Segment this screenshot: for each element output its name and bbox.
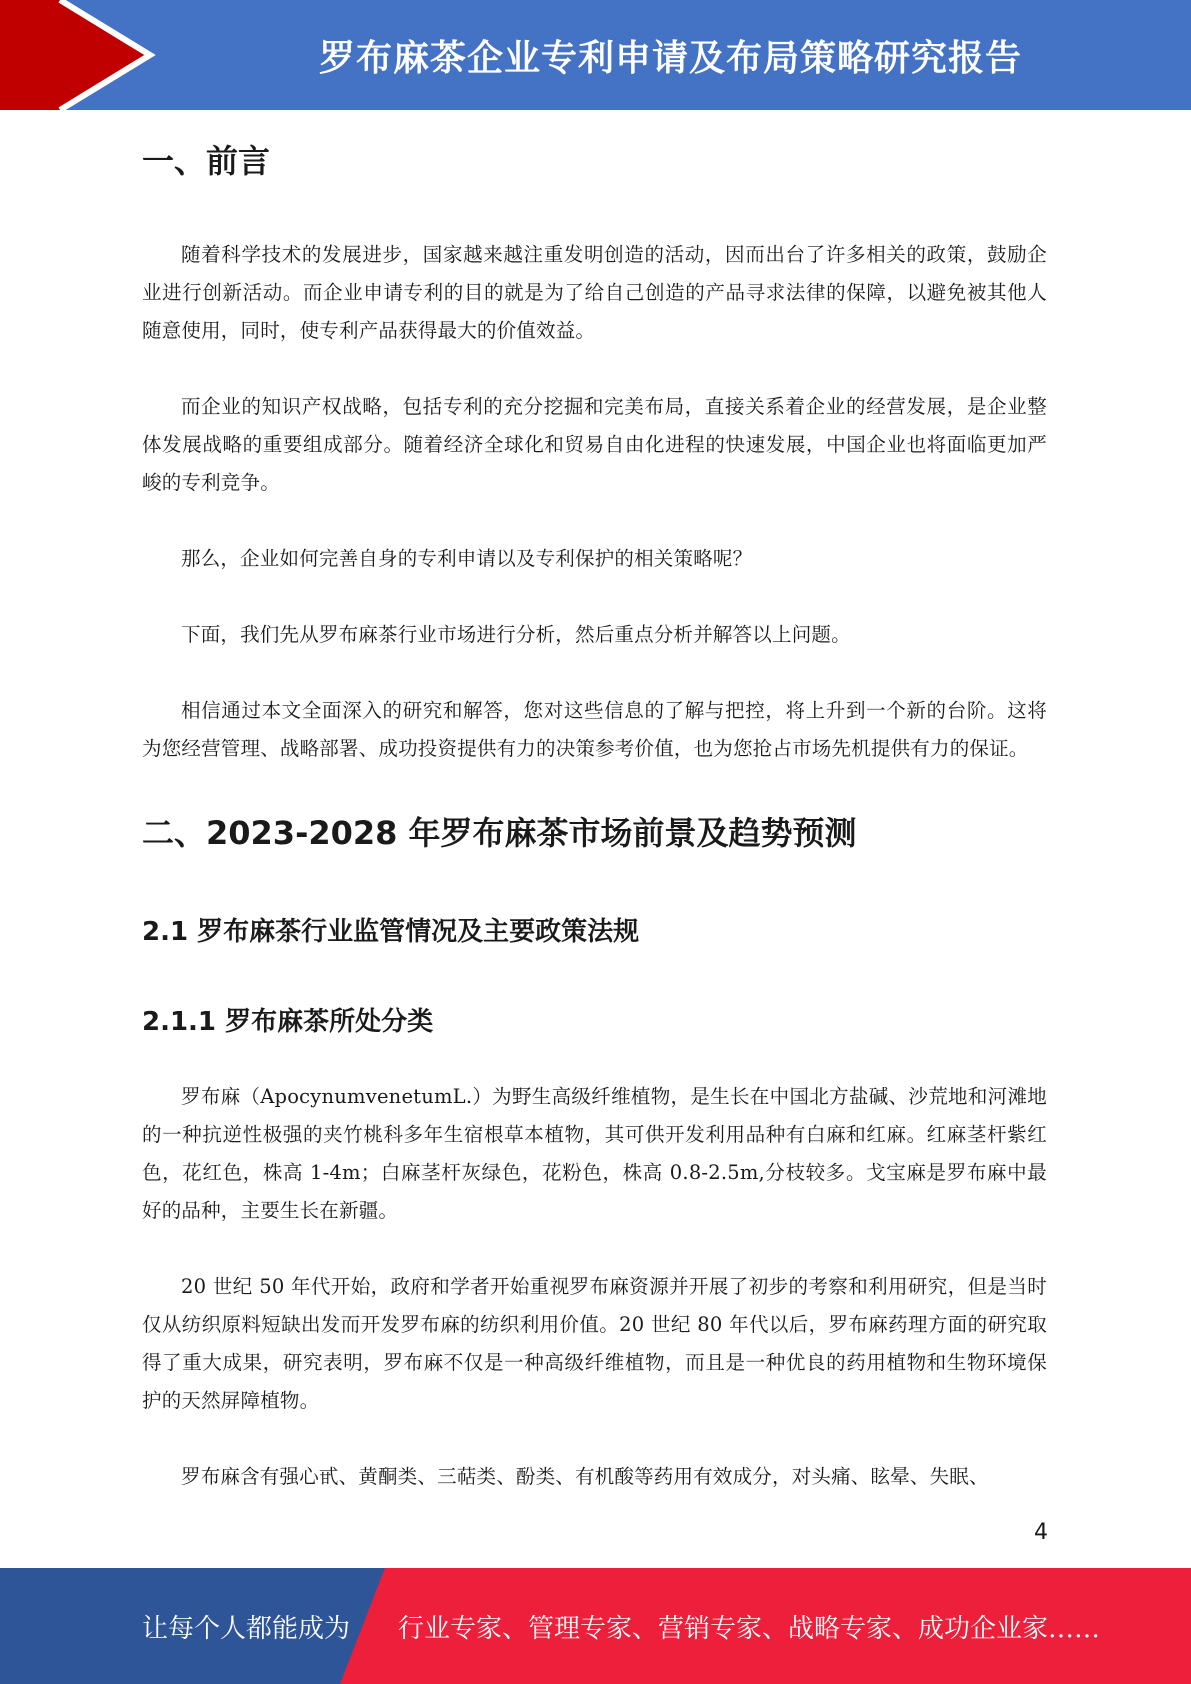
document-body bbox=[142, 120, 1047, 1496]
paragraph: 下面，我们先从罗布麻茶行业市场进行分析，然后重点分析并解答以上问题。 bbox=[181, 623, 851, 646]
subsection-heading-regulation: 2.1 罗布麻茶行业监管情况及主要政策法规 bbox=[142, 917, 640, 947]
page-footer bbox=[0, 1568, 1191, 1684]
paragraph: 而企业的知识产权战略，包括专利的充分挖掘和完美布局，直接关系着企业的经营发展，是企业整体发展战略的重要组成部分。随着经济全球化和贸易自由化进程的快速发展，中国企业也将面临更加严峻的专利竞争。 bbox=[142, 395, 1047, 494]
paragraph: 随着科学技术的发展进步，国家越来越注重发明创造的活动，因而出台了许多相关的政策，鼓励企业进行创新活动。而企业申请专利的目的就是为了给自己创造的产品寻求法律的保障，以避免被其他人随意使用，同时，使专利产品获得最大的价值效益。 bbox=[142, 243, 1047, 342]
footer-slogan-roles: 行业专家、管理专家、营销专家、战略专家、成功企业家…… bbox=[398, 1613, 1101, 1644]
section-heading-preface: 一、前言 bbox=[142, 142, 271, 180]
subsection-heading-classification: 2.1.1 罗布麻茶所处分类 bbox=[142, 1007, 434, 1037]
paragraph: 20 世纪 50 年代开始，政府和学者开始重视罗布麻资源并开展了初步的考察和利用研究，但是当时仅从纺织原料短缺出发而开发罗布麻的纺织利用价值。20 世纪 80 年代以后，罗布麻药理方面的研究取得了重大成果，研究表明，罗布麻不仅是一种高级纤维植物，而且是一种优良的药用植物和生物环境保护的天然屏障植物。 bbox=[142, 1275, 1047, 1412]
paragraph: 罗布麻（ApocynumvenetumL.）为野生高级纤维植物，是生长在中国北方盐碱、沙荒地和河滩地的一种抗逆性极强的夹竹桃科多年生宿根草本植物，其可供开发利用品种有白麻和红麻。红麻茎杆紫红色，花红色，株高 1-4m；白麻茎杆灰绿色，花粉色，株高 0.8-2.5m,分枝较多。戈宝麻是罗布麻中最好的品种，主要生长在新疆。 bbox=[142, 1085, 1047, 1222]
paragraph: 相信通过本文全面深入的研究和解答，您对这些信息的了解与把控，将上升到一个新的台阶。这将为您经营管理、战略部署、成功投资提供有力的决策参考价值，也为您抢占市场先机提供有力的保证。 bbox=[142, 699, 1047, 760]
footer-slogan-prefix: 让每个人都能成为 bbox=[142, 1613, 351, 1644]
report-title: 罗布麻茶企业专利申请及布局策略研究报告 bbox=[318, 37, 1022, 79]
paragraph: 那么，企业如何完善自身的专利申请以及专利保护的相关策略呢？ bbox=[181, 547, 753, 570]
page-header bbox=[0, 0, 1191, 110]
page-number: 4 bbox=[1034, 1520, 1048, 1545]
paragraph: 罗布麻含有强心甙、黄酮类、三萜类、酚类、有机酸等药用有效成分，对头痛、眩晕、失眠、 bbox=[181, 1465, 989, 1488]
section-heading-market-outlook: 二、2023-2028 年罗布麻茶市场前景及趋势预测 bbox=[142, 814, 857, 852]
